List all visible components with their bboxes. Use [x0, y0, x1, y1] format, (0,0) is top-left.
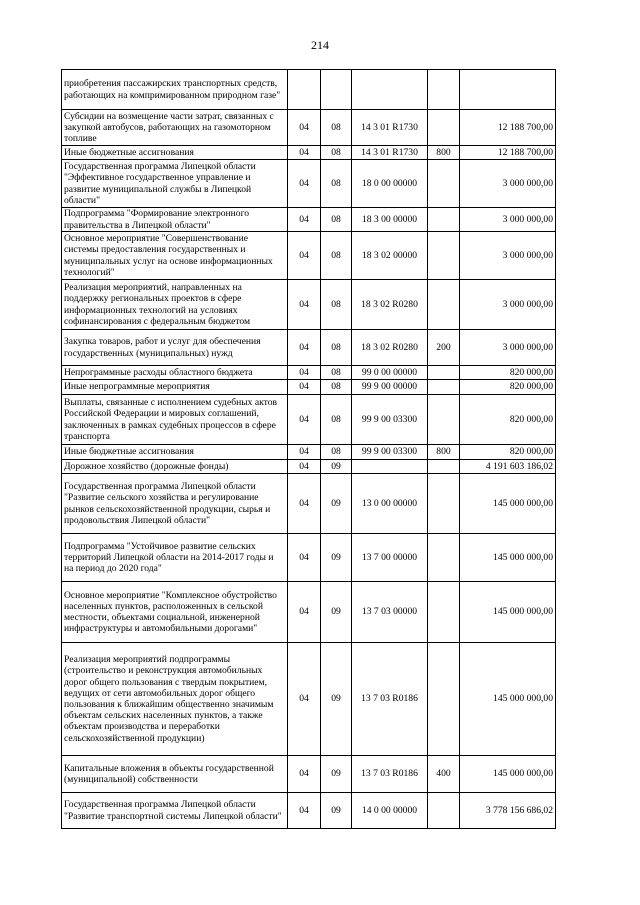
page-number: 214	[311, 38, 329, 52]
row-expense-type	[428, 582, 460, 643]
table-row	[62, 146, 556, 160]
row-subsection-code: 08	[321, 160, 352, 208]
row-target-article: 13 7 03 R0186	[352, 756, 428, 793]
row-amount	[460, 70, 556, 110]
row-target-article	[352, 70, 428, 110]
row-amount: 4 191 603 186,02	[460, 460, 556, 474]
row-subsection-code: 09	[321, 643, 352, 756]
row-amount: 145 000 000,00	[460, 643, 556, 756]
row-section-code: 04	[288, 146, 321, 160]
row-expense-type	[428, 110, 460, 146]
row-section-code: 04	[288, 582, 321, 643]
table-row	[62, 70, 556, 110]
row-amount: 820 000,00	[460, 395, 556, 445]
row-target-article: 14 3 01 R1730	[352, 146, 428, 160]
row-name: Дорожное хозяйство (дорожные фонды)	[62, 460, 288, 474]
budget-table-body	[62, 70, 556, 829]
table-row	[62, 280, 556, 330]
row-amount: 145 000 000,00	[460, 474, 556, 534]
row-section-code	[288, 70, 321, 110]
row-name: Выплаты, связанные с исполнением судебных актов Российской Федерации и мировых соглашений, заключенных в рамках судебных процессов в сфере транспорта	[62, 395, 288, 445]
row-name: Иные непрограммные мероприятия	[62, 380, 288, 395]
row-expense-type: 200	[428, 330, 460, 366]
row-target-article: 14 0 00 00000	[352, 793, 428, 829]
row-name: Субсидии на возмещение части затрат, связанных с закупкой автобусов, работающих на газомоторном топливе	[62, 110, 288, 146]
row-subsection-code: 09	[321, 460, 352, 474]
row-expense-type	[428, 534, 460, 582]
row-section-code: 04	[288, 110, 321, 146]
row-name: Государственная программа Липецкой области "Развитие сельского хозяйства и регулирование рынков сельскохозяйственной продукции, сырья и продовольствия Липецкой области"	[62, 474, 288, 534]
row-section-code: 04	[288, 756, 321, 793]
row-expense-type: 800	[428, 445, 460, 460]
row-expense-type	[428, 793, 460, 829]
row-section-code: 04	[288, 643, 321, 756]
row-target-article: 99 9 00 00000	[352, 380, 428, 395]
row-name: Основное мероприятие "Комплексное обустройство населенных пунктов, расположенных в сельской местности, объектами социальной, инженерной инфраструктуры и автомобильными дорогами"	[62, 582, 288, 643]
row-amount: 145 000 000,00	[460, 582, 556, 643]
row-amount: 3 778 156 686,02	[460, 793, 556, 829]
row-target-article: 18 3 00 00000	[352, 208, 428, 232]
table-row	[62, 582, 556, 643]
row-name: Государственная программа Липецкой области "Эффективное государственное управление и развитие муниципальной службы в Липецкой области"	[62, 160, 288, 208]
table-row	[62, 643, 556, 756]
row-amount: 12 188 700,00	[460, 146, 556, 160]
row-expense-type	[428, 70, 460, 110]
row-subsection-code: 08	[321, 445, 352, 460]
row-section-code: 04	[288, 232, 321, 280]
row-subsection-code: 08	[321, 110, 352, 146]
row-expense-type	[428, 208, 460, 232]
row-name: Подпрограмма "Устойчивое развитие сельских территорий Липецкой области на 2014-2017 годы и на период до 2020 года"	[62, 534, 288, 582]
row-target-article: 13 7 03 R0186	[352, 643, 428, 756]
table-row	[62, 474, 556, 534]
row-subsection-code: 09	[321, 534, 352, 582]
row-subsection-code: 08	[321, 395, 352, 445]
table-row	[62, 460, 556, 474]
row-amount: 145 000 000,00	[460, 534, 556, 582]
row-expense-type	[428, 460, 460, 474]
row-name: приобретения пассажирских транспортных средств, работающих на компримированном природном газе"	[62, 70, 288, 110]
row-amount: 820 000,00	[460, 366, 556, 380]
row-expense-type: 800	[428, 146, 460, 160]
row-name: Непрограммные расходы областного бюджета	[62, 366, 288, 380]
row-subsection-code: 09	[321, 793, 352, 829]
table-row	[62, 366, 556, 380]
row-section-code: 04	[288, 534, 321, 582]
row-target-article: 18 3 02 00000	[352, 232, 428, 280]
row-amount: 145 000 000,00	[460, 756, 556, 793]
row-target-article	[352, 460, 428, 474]
row-name: Подпрограмма "Формирование электронного правительства в Липецкой области"	[62, 208, 288, 232]
row-target-article: 13 7 00 00000	[352, 534, 428, 582]
row-amount: 3 000 000,00	[460, 160, 556, 208]
table-row	[62, 208, 556, 232]
row-target-article: 99 9 00 03300	[352, 445, 428, 460]
row-target-article: 13 7 03 00000	[352, 582, 428, 643]
row-section-code: 04	[288, 395, 321, 445]
row-section-code: 04	[288, 366, 321, 380]
table-row	[62, 110, 556, 146]
row-name: Реализация мероприятий подпрограммы (строительство и реконструкция автомобильных дорог общего пользования с твердым покрытием, ведущих от сети автомобильных дорог общего пользования к ближайшим общественно значимым объектам сельских населенных пунктов, а также объектам производства и переработки сельскохозяйственной продукции)	[62, 643, 288, 756]
row-target-article: 14 3 01 R1730	[352, 110, 428, 146]
row-subsection-code	[321, 70, 352, 110]
budget-table	[61, 69, 556, 829]
table-row	[62, 793, 556, 829]
row-name: Иные бюджетные ассигнования	[62, 146, 288, 160]
row-section-code: 04	[288, 330, 321, 366]
row-section-code: 04	[288, 445, 321, 460]
row-name: Иные бюджетные ассигнования	[62, 445, 288, 460]
row-name: Государственная программа Липецкой области "Развитие транспортной системы Липецкой области"	[62, 793, 288, 829]
row-section-code: 04	[288, 793, 321, 829]
row-target-article: 18 0 00 00000	[352, 160, 428, 208]
row-subsection-code: 08	[321, 366, 352, 380]
row-target-article: 18 3 02 R0280	[352, 330, 428, 366]
row-subsection-code: 09	[321, 582, 352, 643]
table-row	[62, 160, 556, 208]
row-section-code: 04	[288, 160, 321, 208]
row-section-code: 04	[288, 474, 321, 534]
row-expense-type	[428, 280, 460, 330]
row-expense-type	[428, 232, 460, 280]
row-amount: 3 000 000,00	[460, 208, 556, 232]
row-expense-type	[428, 366, 460, 380]
row-expense-type	[428, 474, 460, 534]
row-amount: 3 000 000,00	[460, 232, 556, 280]
table-row	[62, 232, 556, 280]
row-target-article: 99 0 00 00000	[352, 366, 428, 380]
row-amount: 12 188 700,00	[460, 110, 556, 146]
row-expense-type	[428, 160, 460, 208]
table-row	[62, 756, 556, 793]
row-name: Капитальные вложения в объекты государственной (муниципальной) собственности	[62, 756, 288, 793]
row-subsection-code: 09	[321, 474, 352, 534]
row-target-article: 99 9 00 03300	[352, 395, 428, 445]
table-row	[62, 445, 556, 460]
row-subsection-code: 09	[321, 756, 352, 793]
row-section-code: 04	[288, 208, 321, 232]
row-expense-type	[428, 643, 460, 756]
row-amount: 820 000,00	[460, 445, 556, 460]
row-amount: 820 000,00	[460, 380, 556, 395]
row-subsection-code: 08	[321, 232, 352, 280]
row-subsection-code: 08	[321, 330, 352, 366]
row-subsection-code: 08	[321, 380, 352, 395]
row-expense-type	[428, 395, 460, 445]
row-target-article: 13 0 00 00000	[352, 474, 428, 534]
table-row	[62, 395, 556, 445]
row-section-code: 04	[288, 280, 321, 330]
row-subsection-code: 08	[321, 208, 352, 232]
row-subsection-code: 08	[321, 146, 352, 160]
row-amount: 3 000 000,00	[460, 280, 556, 330]
table-row	[62, 534, 556, 582]
row-section-code: 04	[288, 380, 321, 395]
row-name: Реализация мероприятий, направленных на поддержку региональных проектов в сфере информационных технологий на условиях софинансирования с федеральным бюджетом	[62, 280, 288, 330]
table-row	[62, 330, 556, 366]
row-subsection-code: 08	[321, 280, 352, 330]
row-target-article: 18 3 02 R0280	[352, 280, 428, 330]
row-amount: 3 000 000,00	[460, 330, 556, 366]
row-name: Основное мероприятие "Совершенствование системы предоставления государственных и муниципальных услуг на основе информационных технологий"	[62, 232, 288, 280]
row-expense-type	[428, 380, 460, 395]
row-expense-type: 400	[428, 756, 460, 793]
table-row	[62, 380, 556, 395]
row-name: Закупка товаров, работ и услуг для обеспечения государственных (муниципальных) нужд	[62, 330, 288, 366]
row-section-code: 04	[288, 460, 321, 474]
